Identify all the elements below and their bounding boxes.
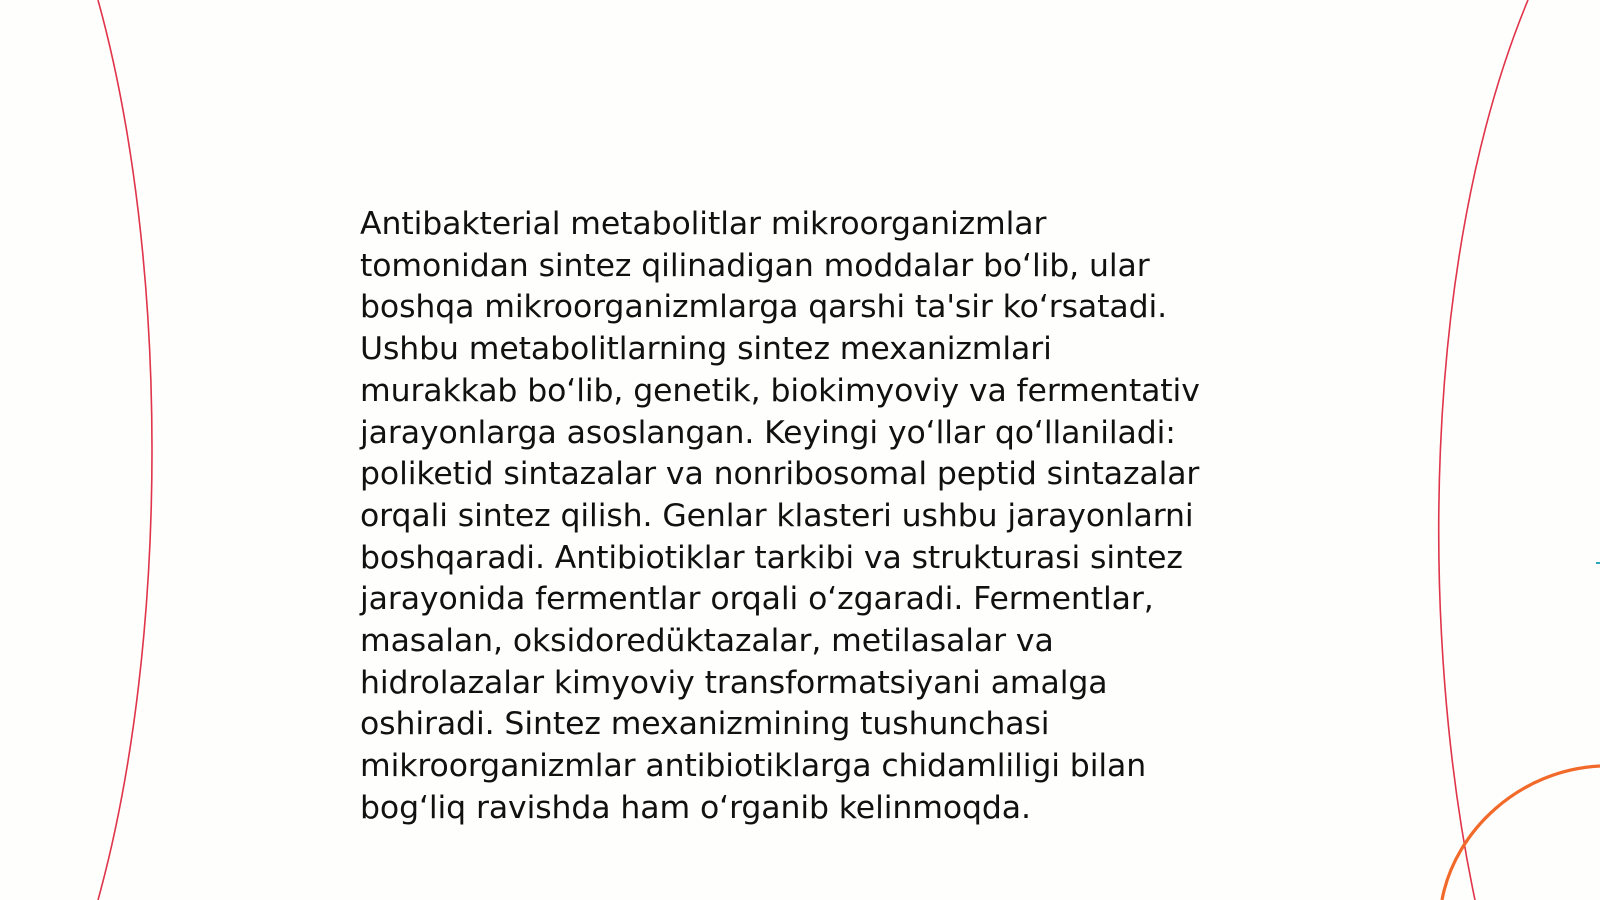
- paragraph-line: boshqa mikroorganizmlarga qarshi ta'sir ko‘rsatadi.: [360, 289, 1168, 326]
- left-curve: [98, 0, 152, 900]
- paragraph-line: orqali sintez qilish. Genlar klasteri ushbu jarayonlarni: [360, 497, 1194, 534]
- paragraph-line: murakkab bo‘lib, genetik, biokimyoviy va fermentativ: [360, 372, 1200, 409]
- paragraph-line: oshiradi. Sintez mexanizmining tushunchasi: [360, 706, 1050, 743]
- paragraph-line: jarayonida fermentlar orqali o‘zgaradi. Fermentlar,: [360, 581, 1154, 618]
- paragraph-line: masalan, oksidoredüktazalar, metilasalar va: [360, 623, 1054, 660]
- bottom-right-orange-arc: [1442, 766, 1600, 900]
- paragraph-line: boshqaradi. Antibiotiklar tarkibi va strukturasi sintez: [360, 539, 1183, 576]
- right-curve: [1439, 0, 1528, 900]
- paragraph-line: jarayonlarga asoslangan. Keyingi yo‘llar qo‘llaniladi:: [360, 414, 1176, 451]
- paragraph-line: bog‘liq ravishda ham o‘rganib kelinmoqda.: [360, 789, 1031, 826]
- body-paragraph: [360, 204, 1240, 830]
- paragraph-line: poliketid sintazalar va nonribosomal peptid sintazalar: [360, 456, 1200, 493]
- paragraph-line: hidrolazalar kimyoviy transformatsiyani amalga: [360, 664, 1108, 701]
- paragraph-line: Ushbu metabolitlarning sintez mexanizmlari: [360, 331, 1052, 368]
- paragraph-line: mikroorganizmlar antibiotiklarga chidamliligi bilan: [360, 748, 1147, 785]
- paragraph-line: Antibakterial metabolitlar mikroorganizmlar: [360, 206, 1047, 242]
- paragraph-line: tomonidan sintez qilinadigan moddalar bo‘lib, ular: [360, 247, 1150, 284]
